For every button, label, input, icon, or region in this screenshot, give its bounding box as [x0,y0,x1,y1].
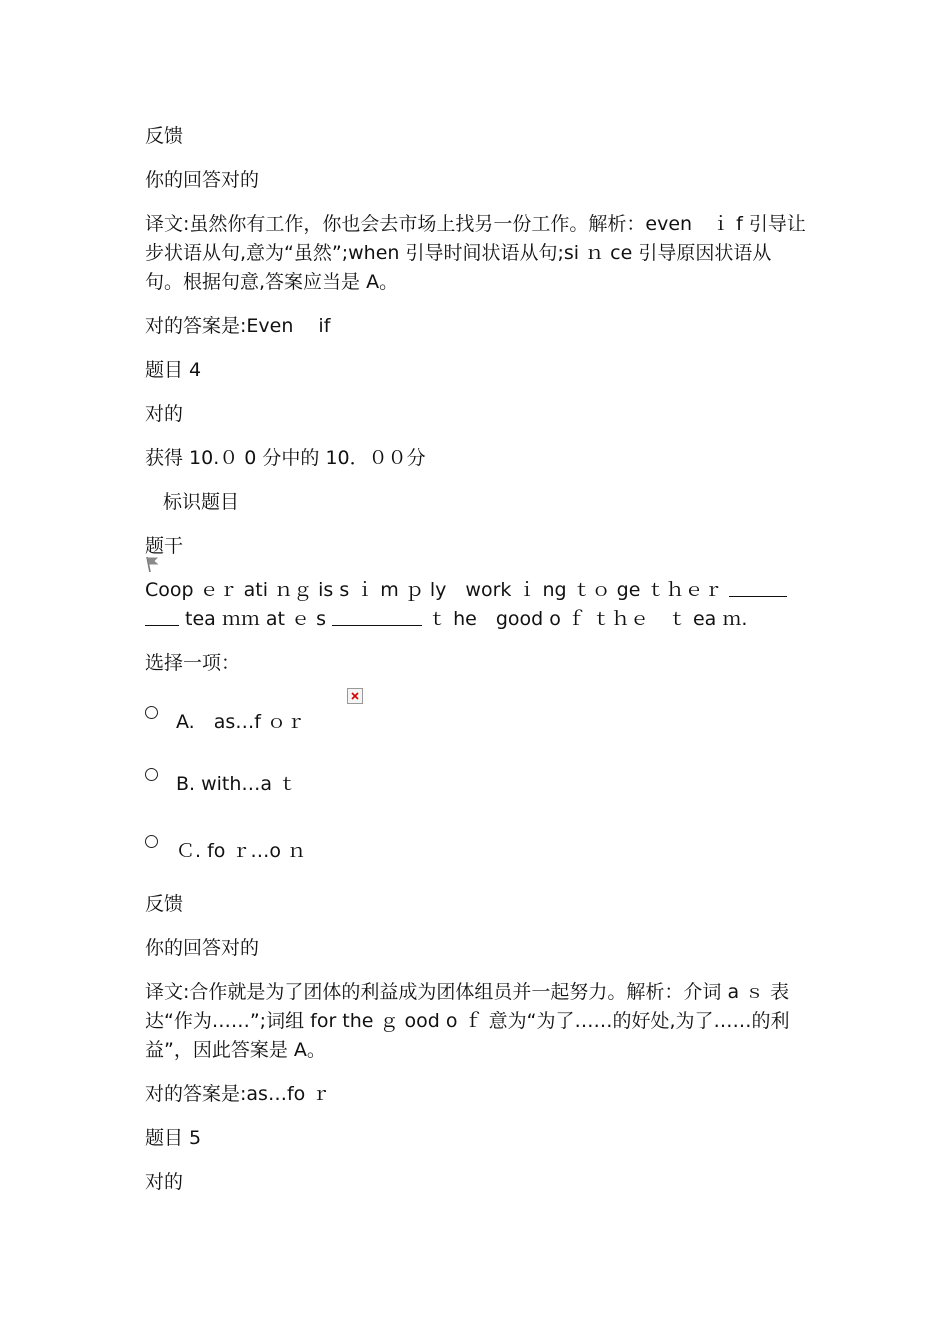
answer-blank-2 [332,607,422,626]
option-a[interactable] [145,702,807,731]
question-stem-heading: 题干 [145,535,184,557]
answer-status: 你的回答对的 [145,169,260,191]
option-c-label: Ｃ. fo ｒ…o ｎ [176,840,307,862]
answer-blank-1-cont [145,607,179,626]
correct-answer-text: 对的答案是:as…fo ｒ [145,1083,331,1105]
option-a-label: A. as…f ｏｒ [176,711,305,733]
explanation-text: 译文:虽然你有工作，你也会去市场上找另一份工作。解析：even ｉ f 引导让步状语从句,意为“虽然”;when 引导时间状语从句;si ｎ ce 引导原因状语从句。根据句意,答案应当是 A。 [145,213,806,293]
option-c[interactable] [145,831,807,860]
radio-button-a[interactable] [145,706,158,719]
question-score: 获得 10.０ 0 分中的 10．００分 [145,447,426,469]
flag-question-link[interactable] [145,488,807,517]
question-text [145,576,807,634]
flag-icon [145,495,161,513]
flag-question-label: 标识题目 [163,491,240,513]
question-status: 对的 [145,1171,184,1193]
question-number: 题目 4 [145,359,202,381]
correct-answer-text: 对的答案是:Even if [145,315,331,337]
broken-image-icon [347,688,363,704]
quiz-review-document [145,122,807,1212]
option-b[interactable] [145,764,807,793]
answer-blank-1 [729,578,787,597]
option-b-label: B. with…a ｔ [176,773,298,795]
question-text-part2: tea ｍｍ at ｅ s [179,608,333,630]
question-status: 对的 [145,403,184,425]
answer-status: 你的回答对的 [145,937,260,959]
radio-button-c[interactable] [145,835,158,848]
feedback-heading: 反馈 [145,125,184,147]
question-number: 题目 5 [145,1127,202,1149]
explanation-text: 译文:合作就是为了团体的利益成为团体组员并一起努力。解析：介词 a ｓ 表达“作为……”;词组 for the ｇ ood o ｆ 意为“为了……的好处,为了……的利益”，因此答案是 A。 [145,981,790,1061]
question-text-part1: Coop ｅｒ ati ｎｇ is s ｉ m ｐ ly work ｉ ng ｔｏ ge ｔｈｅｒ [145,579,723,601]
radio-button-b[interactable] [145,768,158,781]
question-text-part3: ｔ he good o ｆ ｔｈｅ ｔ ea ｍ. [422,608,748,630]
feedback-heading: 反馈 [145,893,184,915]
choose-one-prompt: 选择一项： [145,652,241,674]
